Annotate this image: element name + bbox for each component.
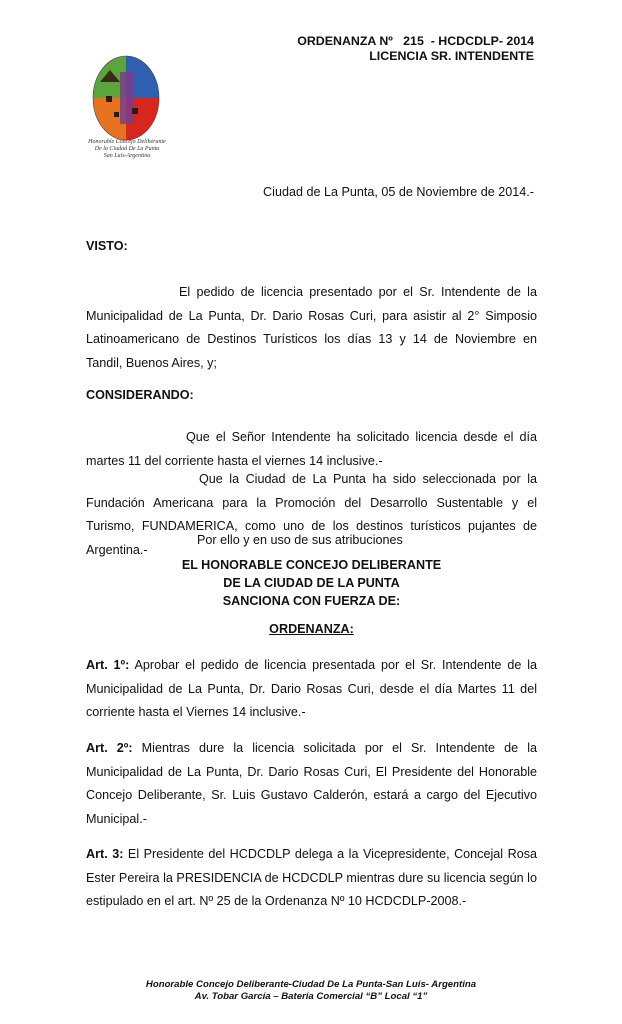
considerando-paragraph-2: Que la Ciudad de La Punta ha sido seleccionada por la Fundación Americana para la Promoción del Desarrollo Sustentable y el Turismo, FUNDAMERICA, como uno de los destinos turísticos pujantes de Argentina.-: [86, 472, 537, 557]
visto-paragraph: El pedido de licencia presentado por el Sr. Intendente de la Municipalidad de La Punta, Dr. Dario Rosas Curi, para asistir al 2° Simposio Latinoamericano de Destinos Turísticos los días 13 y 14 de Noviembre en Tandil, Buenos Aires, y;: [86, 285, 537, 370]
document-date: Ciudad de La Punta, 05 de Noviembre de 2014.-: [263, 185, 534, 199]
ordenanza-title: ORDENANZA:: [269, 622, 354, 636]
ordinance-number: ORDENANZA Nº 215 - HCDCDLP- 2014: [297, 34, 534, 48]
article-3: Art. 3: El Presidente del HCDCDLP delega a la Vicepresidente, Concejal Rosa Ester Pereira la PRESIDENCIA de HCDCDLP mientras dure su licencia según lo estipulado en el art. Nº 25 de la Ordenanza Nº 10 HCDCDLP-2008.-: [86, 847, 537, 908]
ordinance-subject: LICENCIA SR. INTENDENTE: [369, 49, 534, 63]
document-footer: Honorable Concejo Deliberante-Ciudad De La Punta-San Luís- Argentina Av. Tobar García – Batería Comercial “B” Local “1”: [145, 979, 477, 1002]
sanciona-block: EL HONORABLE CONCEJO DELIBERANTE DE LA CIUDAD DE LA PUNTA SANCIONA CON FUERZA DE:: [181, 558, 442, 608]
considerando-paragraph-3: Por ello y en uso de sus atribuciones: [197, 533, 403, 547]
visto-heading: VISTO:: [86, 239, 128, 253]
article-1: Art. 1º: Aprobar el pedido de licencia presentada por el Sr. Intendente de la Municipalidad de La Punta, Dr. Dario Rosas Curi, desde el día Martes 11 del corriente hasta el Viernes 14 inclusive.-: [86, 658, 537, 719]
document-header: [297, 34, 534, 64]
considerando-heading: CONSIDERANDO:: [86, 388, 194, 402]
article-2: Art. 2º: Mientras dure la licencia solicitada por el Sr. Intendente de la Municipalidad de La Punta, Dr. Dario Rosas Curi, El Presidente del Honorable Concejo Deliberante, Sr. Luis Gustavo Calderón, estará a cargo del Ejecutivo Municipal.-: [86, 741, 537, 826]
considerando-paragraph-1: Que el Señor Intendente ha solicitado licencia desde el día martes 11 del corriente hasta el viernes 14 inclusive.-: [86, 430, 537, 468]
logo-caption: Honorable Concejo Deliberante De la Ciudad De La Punta San Luis-Argentina: [88, 139, 166, 159]
